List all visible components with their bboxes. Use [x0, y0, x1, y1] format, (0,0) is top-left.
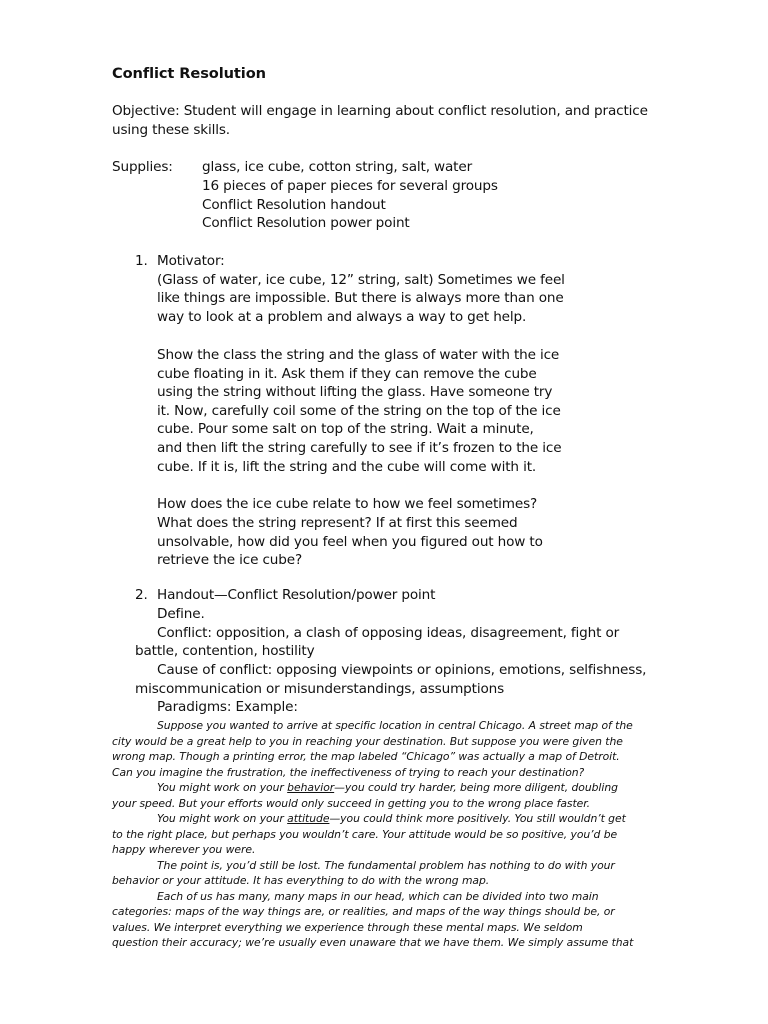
body-line: What does the string represent? If at first this seemed: [157, 515, 518, 531]
excerpt-line: Can you imagine the frustration, the ineffectiveness of trying to reach your destination?: [112, 766, 585, 779]
excerpt-text: You might work on your: [157, 812, 288, 825]
body-line: like things are impossible. But there is always more than one: [157, 290, 564, 306]
body-line: (Glass of water, ice cube, 12” string, salt) Sometimes we feel: [157, 272, 565, 288]
body-line: Cause of conflict: opposing viewpoints or opinions, emotions, selfishness,: [157, 662, 647, 678]
section-heading: Handout—Conflict Resolution/power point: [157, 587, 436, 603]
supplies-item: Conflict Resolution power point: [202, 215, 410, 231]
body-line: way to look at a problem and always a way to get help.: [157, 309, 527, 325]
excerpt-line: question their accuracy; we’re usually even unaware that we have them. We simply assume that: [112, 936, 634, 949]
body-line: Show the class the string and the glass of water with the ice: [157, 347, 560, 363]
body-line: cube. Pour some salt on top of the string. Wait a minute,: [157, 421, 534, 437]
supplies-item: glass, ice cube, cotton string, salt, water: [202, 159, 473, 175]
list-number: 1.: [135, 253, 148, 269]
excerpt-line: Suppose you wanted to arrive at specific location in central Chicago. A street map of the: [157, 719, 633, 732]
section-heading: Motivator:: [157, 253, 225, 269]
body-line: How does the ice cube relate to how we feel sometimes?: [157, 496, 538, 512]
excerpt-text: You might work on your: [157, 781, 288, 794]
body-line: Paradigms: Example:: [157, 699, 298, 715]
body-line: cube floating in it. Ask them if they can remove the cube: [157, 366, 537, 382]
body-line: miscommunication or misunderstandings, assumptions: [135, 681, 505, 697]
underlined-word: attitude: [287, 812, 330, 825]
body-line: unsolvable, how did you feel when you figured out how to: [157, 534, 543, 550]
excerpt-line: to the right place, but perhaps you wouldn’t care. Your attitude would be so positive, you’d be: [112, 828, 618, 841]
objective-line: using these skills.: [112, 122, 230, 138]
body-line: Define.: [157, 606, 205, 622]
body-line: battle, contention, hostility: [135, 643, 315, 659]
supplies-item: 16 pieces of paper pieces for several groups: [202, 178, 498, 194]
excerpt-line: [157, 812, 626, 826]
body-line: cube. If it is, lift the string and the cube will come with it.: [157, 459, 537, 475]
body-line: Conflict: opposition, a clash of opposing ideas, disagreement, fight or: [157, 625, 620, 641]
excerpt-line: Each of us has many, many maps in our head, which can be divided into two main: [157, 890, 599, 903]
body-line: it. Now, carefully coil some of the string on the top of the ice: [157, 403, 561, 419]
supplies-item: Conflict Resolution handout: [202, 197, 386, 213]
excerpt-line: wrong map. Though a printing error, the map labeled “Chicago” was actually a map of Detroit.: [112, 750, 620, 763]
underlined-word: behavior: [287, 781, 335, 794]
objective-line: Objective: Student will engage in learning about conflict resolution, and practice: [112, 103, 648, 119]
excerpt-line: city would be a great help to you in reaching your destination. But suppose you were given the: [112, 735, 623, 748]
excerpt-line: categories: maps of the way things are, or realities, and maps of the way things should be, or: [112, 905, 615, 918]
body-line: using the string without lifting the glass. Have someone try: [157, 384, 553, 400]
supplies-label: Supplies:: [112, 159, 173, 175]
excerpt-text: —you could try harder, being more diligent, doubling: [334, 781, 618, 794]
excerpt-line: values. We interpret everything we experience through these mental maps. We seldom: [112, 921, 583, 934]
document-title: Conflict Resolution: [112, 65, 266, 82]
body-line: and then lift the string carefully to see if it’s frozen to the ice: [157, 440, 562, 456]
excerpt-line: [157, 781, 618, 795]
excerpt-line: behavior or your attitude. It has everything to do with the wrong map.: [112, 874, 490, 887]
excerpt-line: happy wherever you were.: [112, 843, 256, 856]
body-line: retrieve the ice cube?: [157, 552, 303, 568]
excerpt-text: —you could think more positively. You still wouldn’t get: [329, 812, 626, 825]
list-number: 2.: [135, 587, 148, 603]
excerpt-line: The point is, you’d still be lost. The fundamental problem has nothing to do with your: [157, 859, 615, 872]
excerpt-line: your speed. But your efforts would only succeed in getting you to the wrong place faster.: [112, 797, 591, 810]
